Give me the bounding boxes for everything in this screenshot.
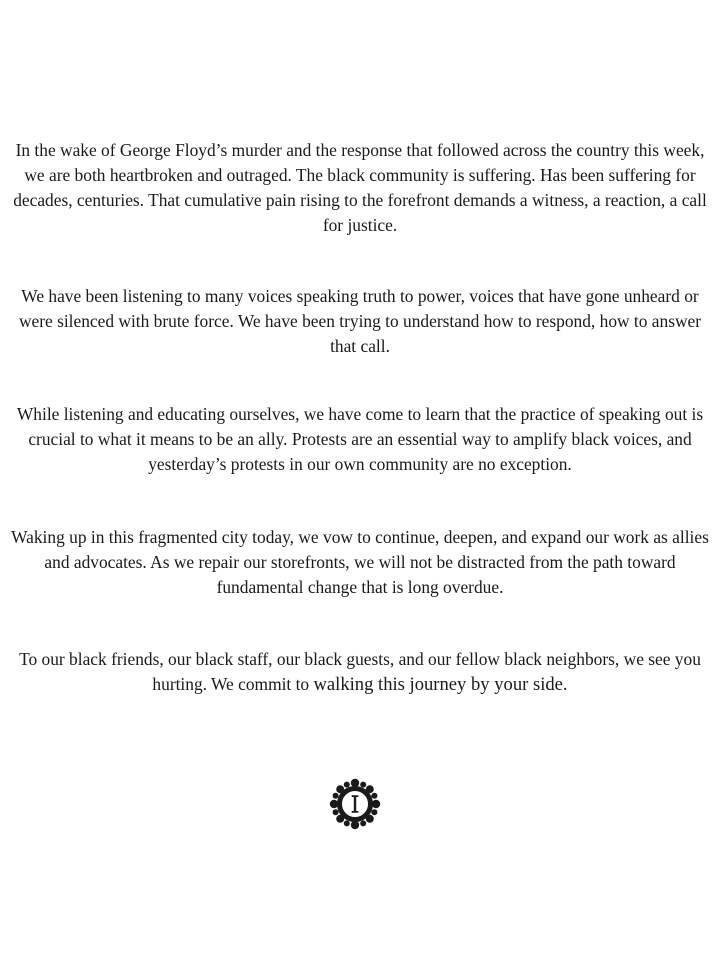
closing-tail: walking this journey by your side. [313,674,568,695]
ornamental-medallion-icon [328,777,382,831]
paragraph-2: We have been listening to many voices speaking truth to power, voices that have gone unheard or were silenced with brute force. We have been trying to understand how to respond, how to answer that call. [18,286,702,356]
closing-paragraph [0,647,720,697]
paragraph-1: In the wake of George Floyd’s murder and the response that followed across the country this week, we are both heartbroken and outraged. The black community is suffering. Has been suffering for decades, centuries. That cumulative pain rising to the forefront demands a witness, a reaction, a call for justice. [13,140,707,235]
paragraph-3: While listening and educating ourselves, we have come to learn that the practice of speaking out is crucial to what it means to be an ally. Protests are an essential way to amplify black voices, and yesterday’s protests in our own community are no exception. [16,404,704,474]
paragraph-4: Waking up in this fragmented city today, we vow to continue, deepen, and expand our work as allies and advocates. As we repair our storefronts, we will not be distracted from the path toward fundamental change that is long overdue. [11,527,709,597]
closing-lead: To our black friends, our black staff, our black guests, and our fellow black neighbors, we see you hurting. We commit to [19,649,701,694]
